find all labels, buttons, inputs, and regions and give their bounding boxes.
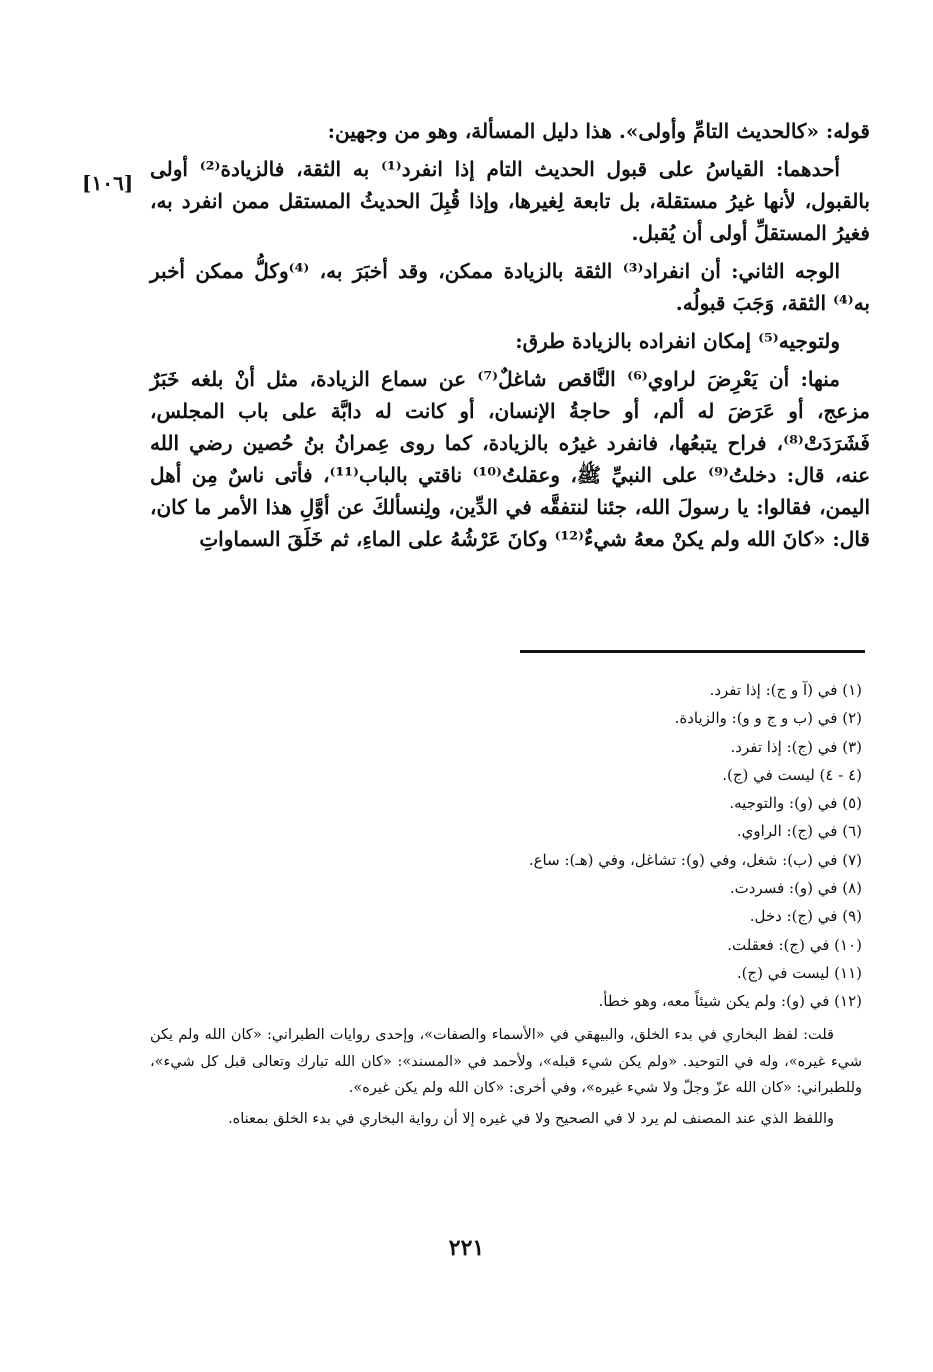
footnote: (١) في (آ و ج): إذا تفرد. <box>709 681 862 699</box>
body-paragraph-4: ولتوجيه⁽⁵⁾ إمكان انفراده بالزيادة طرق: <box>515 329 840 353</box>
footnotes <box>150 676 862 1016</box>
body-paragraph-1: قوله: «كالحديث التامِّ وأولى». هذا دليل المسألة، وهو من وجهين: <box>327 119 870 143</box>
commentary-paragraph-2: واللفظ الذي عند المصنف لم يرد لا في الصحيح ولا في غيره إلا أن رواية البخاري في بدء الخلق بمعناه. <box>228 1110 834 1127</box>
footnote: (٤ - ٤) ليست في (ج). <box>722 765 862 784</box>
footnote-divider <box>520 650 865 653</box>
footnote: (٢) في (ب و ج و و): والزيادة. <box>674 709 862 728</box>
footnote: (١١) ليست في (ج). <box>736 963 862 982</box>
footnote: (١٢) في (و): ولم يكن شيئاً معه، وهو خطأ. <box>598 992 862 1011</box>
main-text <box>150 115 870 561</box>
body-paragraph-3: الوجه الثاني: أن انفراد⁽³⁾ الثقة بالزيادة ممكن، وقد أخبَرَ به، ⁽⁴⁾وكلُّ ممكن أخبر به⁽⁴⁾ الثقة، وَجَبَ قبولُه. <box>150 259 870 315</box>
body-paragraph-5: منها: أن يَعْرِضَ لراوي⁽⁶⁾ النَّاقص شاغلٌ⁽⁷⁾ عن سماع الزيادة، مثل أنْ بلغه خَبَرٌ مزعج، أو عَرَضَ له ألم، أو حاجةُ الإنسان، أو كانت له دابَّة على باب المجلس، فَشَرَدَتْ⁽⁸⁾، فراح يتبعُها، فانفرد غيرُه بالزيادة، كما روى عِمرانُ بنُ حُصين رضي الله عنه، قال: دخلتُ⁽⁹⁾ على النبيِّ ﷺ، وعقلتُ⁽¹⁰⁾ ناقتي بالباب⁽¹¹⁾، فأتى ناسٌ مِن أهل اليمن، فقالوا: يا رسولَ الله، جئنا لنتفقَّه في الدِّين، ولِنسألكَ عن أوَّلِ هذا الأمر ما كان، قال: «كانَ الله ولم يكنْ معهُ شيءٌ⁽¹²⁾ وكانَ عَرْشُهُ على الماءِ، ثم خَلَقَ السماواتِ <box>150 367 870 551</box>
footnote: (٩) في (ج): دخل. <box>749 907 862 926</box>
commentary-paragraph-1: قلت: لفظ البخاري في بدء الخلق، والبيهقي في «الأسماء والصفات»، وإحدى روايات الطبراني: «كان الله ولم يكن شيء غيره»، وله في التوحيد. «ولم يكن شيء قبله»، ولأحمد في «المسند»: «كان الله تبارك وتعالى قبل كل شيء»، وللطبراني: «كان الله عزّ وجلّ ولا شيء غيره»، وفي أخرى: «كان الله ولم يكن غيره». <box>150 1027 862 1096</box>
footnote: (٥) في (و): والتوجيه. <box>729 794 862 813</box>
footnote: (١٠) في (ج): فعقلت. <box>727 935 862 954</box>
footnote: (٨) في (و): فسردت. <box>729 879 862 898</box>
footnote-commentary <box>150 1022 862 1136</box>
footnote: (٣) في (ج): إذا تفرد. <box>730 737 862 756</box>
body-paragraph-2: أحدهما: القياسُ على قبول الحديث التام إذا انفرد⁽¹⁾ به الثقة، فالزيادة⁽²⁾ أولى بالقبول، لأنها غيرُ مستقلة، بل تابعة لِغيرها، وإذا قُبِلَ الحديثُ المستقل ممن انفرد به، فغيرُ المستقلِّ أولى أن يُقبل. <box>150 157 870 245</box>
folio-marker: [١٠٦] <box>82 171 134 195</box>
page-number: ٢٢١ <box>448 1235 485 1261</box>
footnote: (٦) في (ج): الراوي. <box>736 822 862 841</box>
footnote: (٧) في (ب): شغل، وفي (و): تشاغل، وفي (هـ): ساع. <box>528 850 862 869</box>
